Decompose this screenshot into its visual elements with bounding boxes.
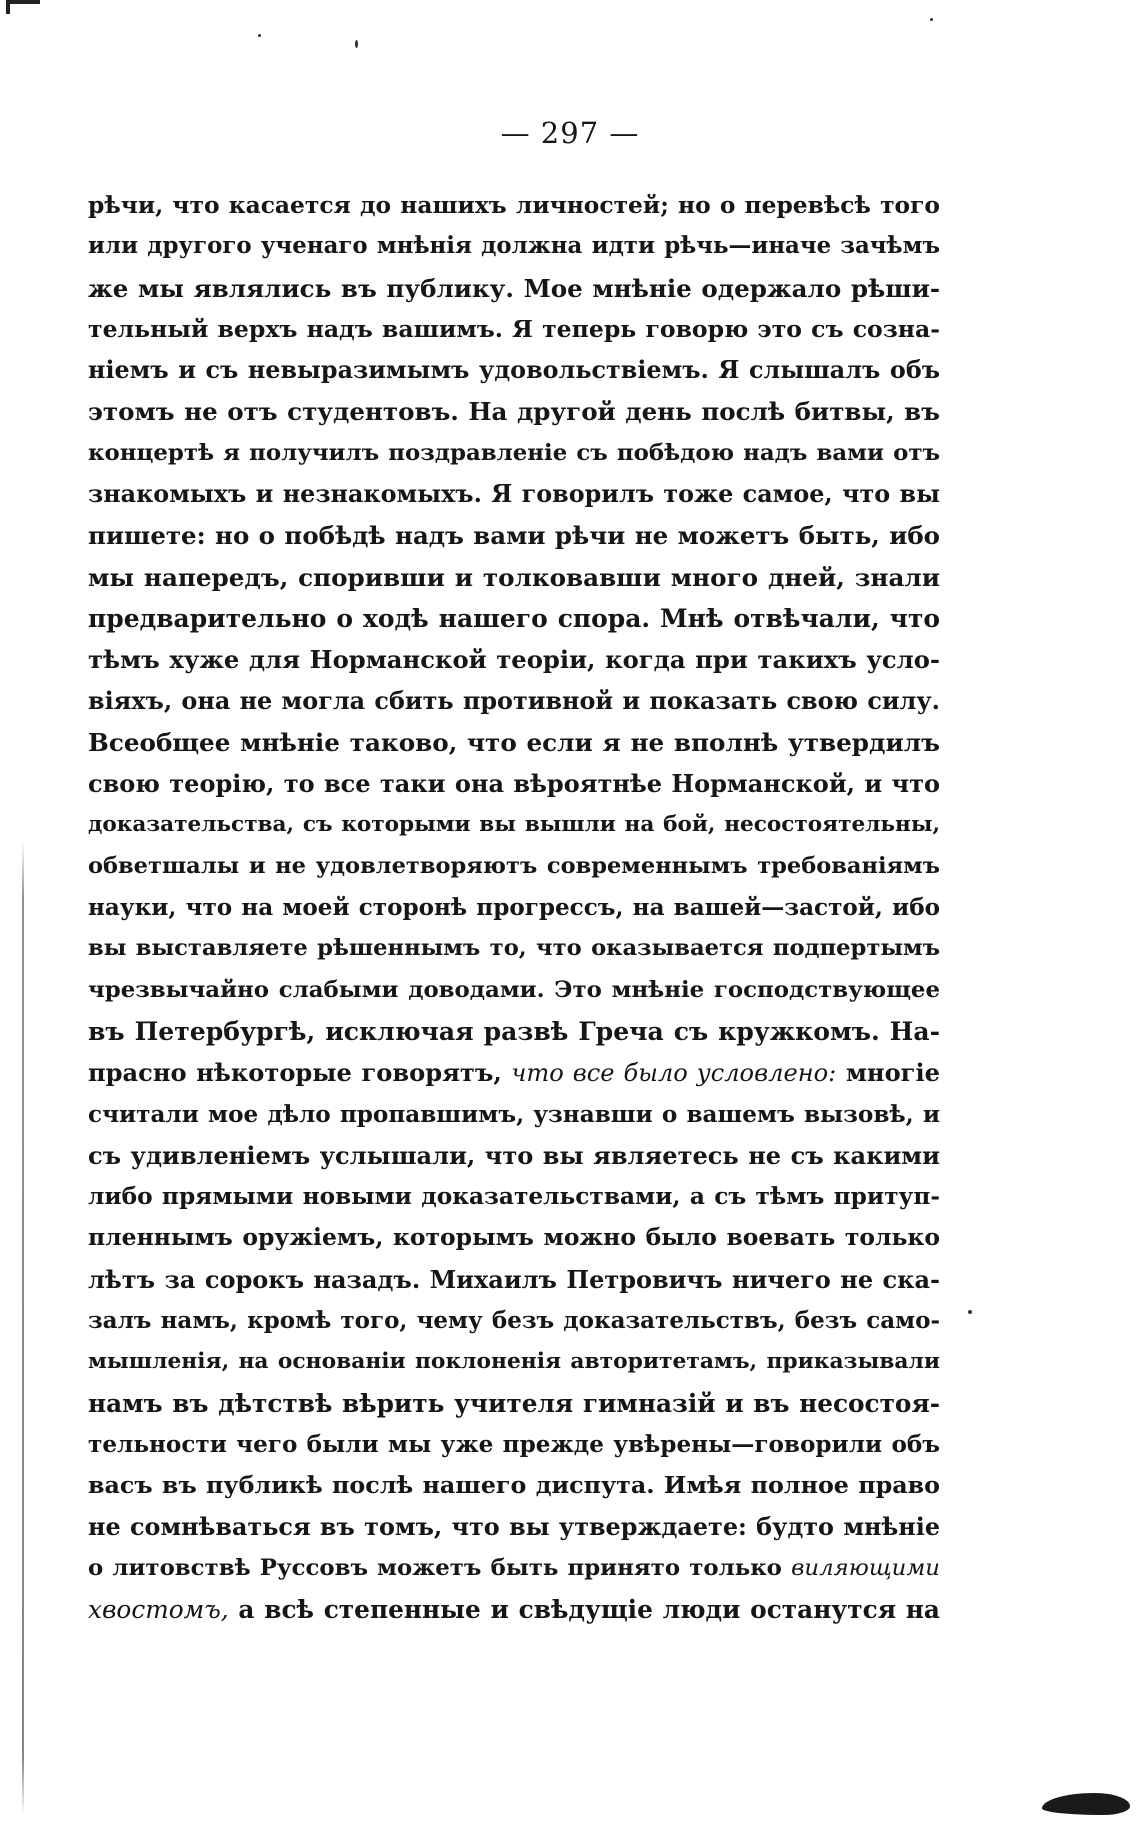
text-line: тельный верхъ надъ вашимъ. Я теперь говорю это съ созна-: [88, 314, 940, 343]
scan-speck: [355, 40, 358, 48]
scan-speck: [968, 1310, 972, 1314]
text-line: вы выставляете рѣшеннымъ то, что оказывается подпертымъ: [88, 935, 940, 962]
text-line: намъ въ дѣтствѣ вѣрить учителя гимназій и въ несостоя-: [88, 1388, 940, 1418]
text-line: ніемъ и съ невыразимымъ удовольствіемъ. Я слышалъ объ: [88, 356, 940, 385]
text-line: предварительно о ходѣ нашего спора. Мнѣ отвѣчали, что: [88, 603, 940, 633]
text-line-with-italic: [88, 1589, 940, 1630]
text-line: обветшалы и не удовлетворяютъ современнымъ требованіямъ: [88, 852, 940, 879]
text-line-with-italic: [88, 1548, 940, 1589]
text-line: концертѣ я получилъ поздравленіе съ побѣдою надъ вами отъ: [88, 439, 940, 466]
text-line: или другого ученаго мнѣнія должна идти рѣчь—иначе зачѣмъ: [88, 233, 940, 260]
italic-phrase: хвостомъ,: [88, 1595, 229, 1625]
text-line: считали мое дѣло пропавшимъ, узнавши о вашемъ вызовѣ, и: [88, 1100, 940, 1128]
text-line: пишете: но о побѣдѣ надъ вами рѣчи не можетъ быть, ибо: [88, 521, 940, 551]
text-line: чрезвычайно слабыми доводами. Это мнѣніе господствующее: [88, 976, 940, 1003]
body-text: [88, 185, 940, 1630]
scan-speck: [930, 18, 933, 21]
text-segment: прасно нѣкоторые говорятъ,: [88, 1058, 502, 1088]
text-line: мы напередъ, споривши и толковавши много дней, знали: [88, 562, 940, 592]
text-line: либо прямыми новыми доказательствами, а съ тѣмъ притуп-: [88, 1183, 940, 1211]
text-line: мышленія, на основаніи поклоненія авторитетамъ, приказывали: [88, 1349, 940, 1375]
text-line: свою теорію, то все таки она вѣроятнѣе Норманской, и что: [88, 769, 940, 799]
text-segment: многіе: [845, 1058, 940, 1088]
text-line: этомъ не отъ студентовъ. На другой день послѣ битвы, въ: [88, 397, 940, 427]
text-line: же мы являлись въ публику. Мое мнѣніе одержало рѣши-: [88, 273, 940, 303]
text-line: васъ въ публикѣ послѣ нашего диспута. Имѣя полное право: [88, 1471, 940, 1500]
text-line: тѣмъ хуже для Норманской теоріи, когда при такихъ усло-: [88, 645, 940, 675]
scan-corner-mark: [6, 0, 40, 14]
italic-phrase: виляющими: [791, 1554, 940, 1581]
text-line: доказательства, съ которыми вы вышли на бой, несостоятельны,: [88, 812, 940, 838]
text-line: знакомыхъ и незнакомыхъ. Я говорилъ тоже самое, что вы: [88, 480, 940, 509]
text-segment: а всѣ степенные и свѣдущіе люди останутся на: [238, 1595, 940, 1625]
text-line-with-italic: [88, 1052, 940, 1093]
text-line: въ Петербургѣ, исключая развѣ Греча съ кружкомъ. На-: [88, 1015, 940, 1046]
text-line: Всеобщее мнѣніе таково, что если я не вполнѣ утвердилъ: [88, 727, 940, 757]
scan-binding-edge: [22, 840, 24, 1815]
scan-ink-blot: [1042, 1793, 1130, 1815]
text-line: віяхъ, она не могла сбить противной и показать свою силу.: [88, 686, 940, 715]
text-line: тельности чего были мы уже прежде увѣрены—говорили объ: [88, 1430, 940, 1458]
text-line: залъ намъ, кромѣ того, чему безъ доказательствъ, безъ само-: [88, 1307, 940, 1335]
text-line: не сомнѣваться въ томъ, что вы утверждаете: будто мнѣніе: [88, 1512, 940, 1541]
italic-phrase: что все было условлено:: [511, 1059, 837, 1088]
text-line: лѣтъ за сорокъ назадъ. Михаилъ Петровичъ ничего не ска-: [88, 1264, 940, 1294]
text-segment: о литовствѣ Руссовъ можетъ быть принято только: [88, 1554, 782, 1581]
text-line: науки, что на моей сторонѣ прогрессъ, на вашей—застой, ибо: [88, 894, 940, 922]
text-line: рѣчи, что касается до нашихъ личностей; но о перевѣсѣ того: [88, 191, 940, 219]
text-line: пленнымъ оружіемъ, которымъ можно было воевать только: [88, 1223, 940, 1252]
scan-speck: [258, 34, 261, 37]
text-line: съ удивленіемъ услышали, что вы являетесь не съ какими: [88, 1140, 940, 1170]
page-number: — 297 —: [500, 116, 640, 150]
